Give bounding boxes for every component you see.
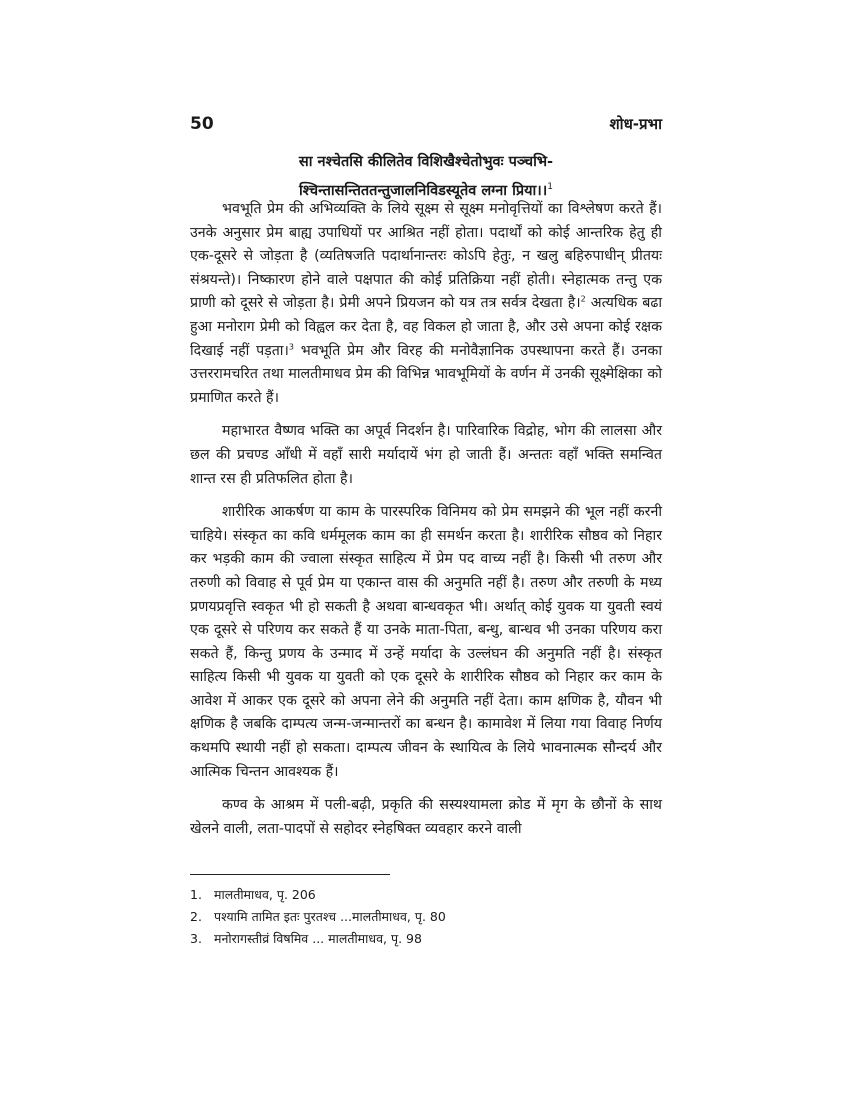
footnote-divider (190, 874, 390, 875)
footnote-number: 3. (190, 931, 202, 946)
paragraph-text: भवभूति प्रेम और विरह की मनोवैज्ञानिक उपस्थापना करते हैं। उनका उत्तररामचरित तथा मालतीमाधव प्रेम की विभिन्न भावभूमियों के वर्णन में उनकी सूक्ष्मेक्षिका को प्रमाणित करते हैं। (190, 342, 662, 406)
body-text (190, 198, 662, 851)
sanskrit-verse (190, 150, 662, 204)
footnote-mark: 3 (288, 341, 294, 351)
footnote-number: 1. (190, 887, 202, 902)
footnote-mark: 1 (547, 182, 553, 192)
paragraph: कण्व के आश्रम में पली-बढ़ी, प्रकृति की सस्यश्यामला क्रोड में मृग के छौनों के साथ खेलने वाली, लता-पादपों से सहोदर स्नेहषिक्त व्यवहार करने वाली (190, 797, 662, 837)
document-page (190, 110, 662, 1070)
footnote-text: पश्यामि तामित इतः पुरतश्च ...मालतीमाधव, पृ. 80 (214, 909, 446, 924)
footnote-item (190, 906, 662, 928)
paragraph-text: अत्यधिक बढा हुआ मनोराग प्रेमी को विह्वल कर देता है, वह विकल हो जाता है, और उसे अपना कोई रक्षक दिखाई नहीं पड़ता। (190, 295, 662, 359)
footnotes (190, 884, 662, 950)
footnote-item (190, 884, 662, 906)
footnote-number: 2. (190, 909, 202, 924)
footnote-text: मनोरागस्तीव्रं विषमिव ... मालतीमाधव, पृ. 98 (214, 931, 422, 946)
page-header (190, 114, 662, 138)
footnote-mark: 2 (580, 294, 586, 304)
verse-line-2-text: श्चिन्तासन्तिततन्तुजालनिविडस्यूतेव लग्ना प्रिया।। (299, 182, 548, 199)
page-number: 50 (190, 114, 214, 134)
paragraph (190, 198, 662, 410)
running-title: शोध-प्रभा (609, 115, 662, 133)
footnote-item (190, 928, 662, 950)
paragraph: महाभारत वैष्णव भक्ति का अपूर्व निदर्शन है। पारिवारिक विद्रोह, भोग की लालसा और छल की प्रचण्ड आँधी में वहाँ सारी मर्यादायें भंग हो जाती हैं। अन्ततः वहाँ भक्ति समन्वित शान्त रस ही प्रतिफलित होता है। (190, 423, 662, 487)
paragraph: शारीरिक आकर्षण या काम के पारस्परिक विनिमय को प्रेम समझने की भूल नहीं करनी चाहिये। संस्कृत का कवि धर्ममूलक काम का ही समर्थन करता है। शारीरिक सौष्ठव को निहार कर भड़की काम की ज्वाला संस्कृत साहित्य में प्रेम पद वाच्य नहीं है। किसी भी तरुण और तरुणी को विवाह से पूर्व प्रेम या एकान्त वास की अनुमति नहीं है। तरुण और तरुणी के मध्य प्रणयप्रवृत्ति स्वकृत भी हो सकती है अथवा बान्धवकृत भी। अर्थात् कोई युवक या युवती स्वयं एक दूसरे से परिणय कर सकते हैं या उनके माता-पिता, बन्धु, बान्धव भी उनका परिणय करा सकते हैं, किन्तु प्रणय के उन्माद में उन्हें मर्यादा के उल्लंघन की अनुमति नहीं है। संस्कृत साहित्य किसी भी युवक या युवती को एक दूसरे के शारीरिक सौष्ठव को निहार कर काम के आवेश में आकर एक दूसरे को अपना लेने की अनुमति नहीं देता। काम क्षणिक है, यौवन भी क्षणिक है जबकि दाम्पत्य जन्म-जन्मान्तरों का बन्धन है। कामावेश में लिया गया विवाह निर्णय कथमपि स्थायी नहीं हो सकता। दाम्पत्य जीवन के स्थायित्व के लिये भावनात्मक सौन्दर्य और आत्मिक चिन्तन आवश्यक हैं। (190, 504, 662, 780)
paragraph-text: भवभूति प्रेम की अभिव्यक्ति के लिये सूक्ष्म से सूक्ष्म मनोवृत्तियों का विश्लेषण करते हैं। उनके अनुसार प्रेम बाह्य उपाधियों पर आश्रित नहीं होता। पदार्थों को कोई आन्तरिक हेतु ही एक-दूसरे से जोड़ता है (व्यतिषजति पदार्थानान्तरः कोऽपि हेतुः, न खलु बहिरुपाधीन् प्रीतयः संश्रयन्ते)। निष्कारण होने वाले पक्षपात की कोई प्रतिक्रिया नहीं होती। स्नेहात्मक तन्तु एक प्राणी को दूसरे से जोड़ता है। प्रेमी अपने प्रियजन को यत्र तत्र सर्वत्र देखता है। (190, 201, 662, 312)
footnote-text: मालतीमाधव, पृ. 206 (214, 887, 316, 902)
verse-line-1: सा नश्चेतसि कीलितेव विशिखैश्चेतोभुवः पञ्चभि- (298, 154, 554, 170)
